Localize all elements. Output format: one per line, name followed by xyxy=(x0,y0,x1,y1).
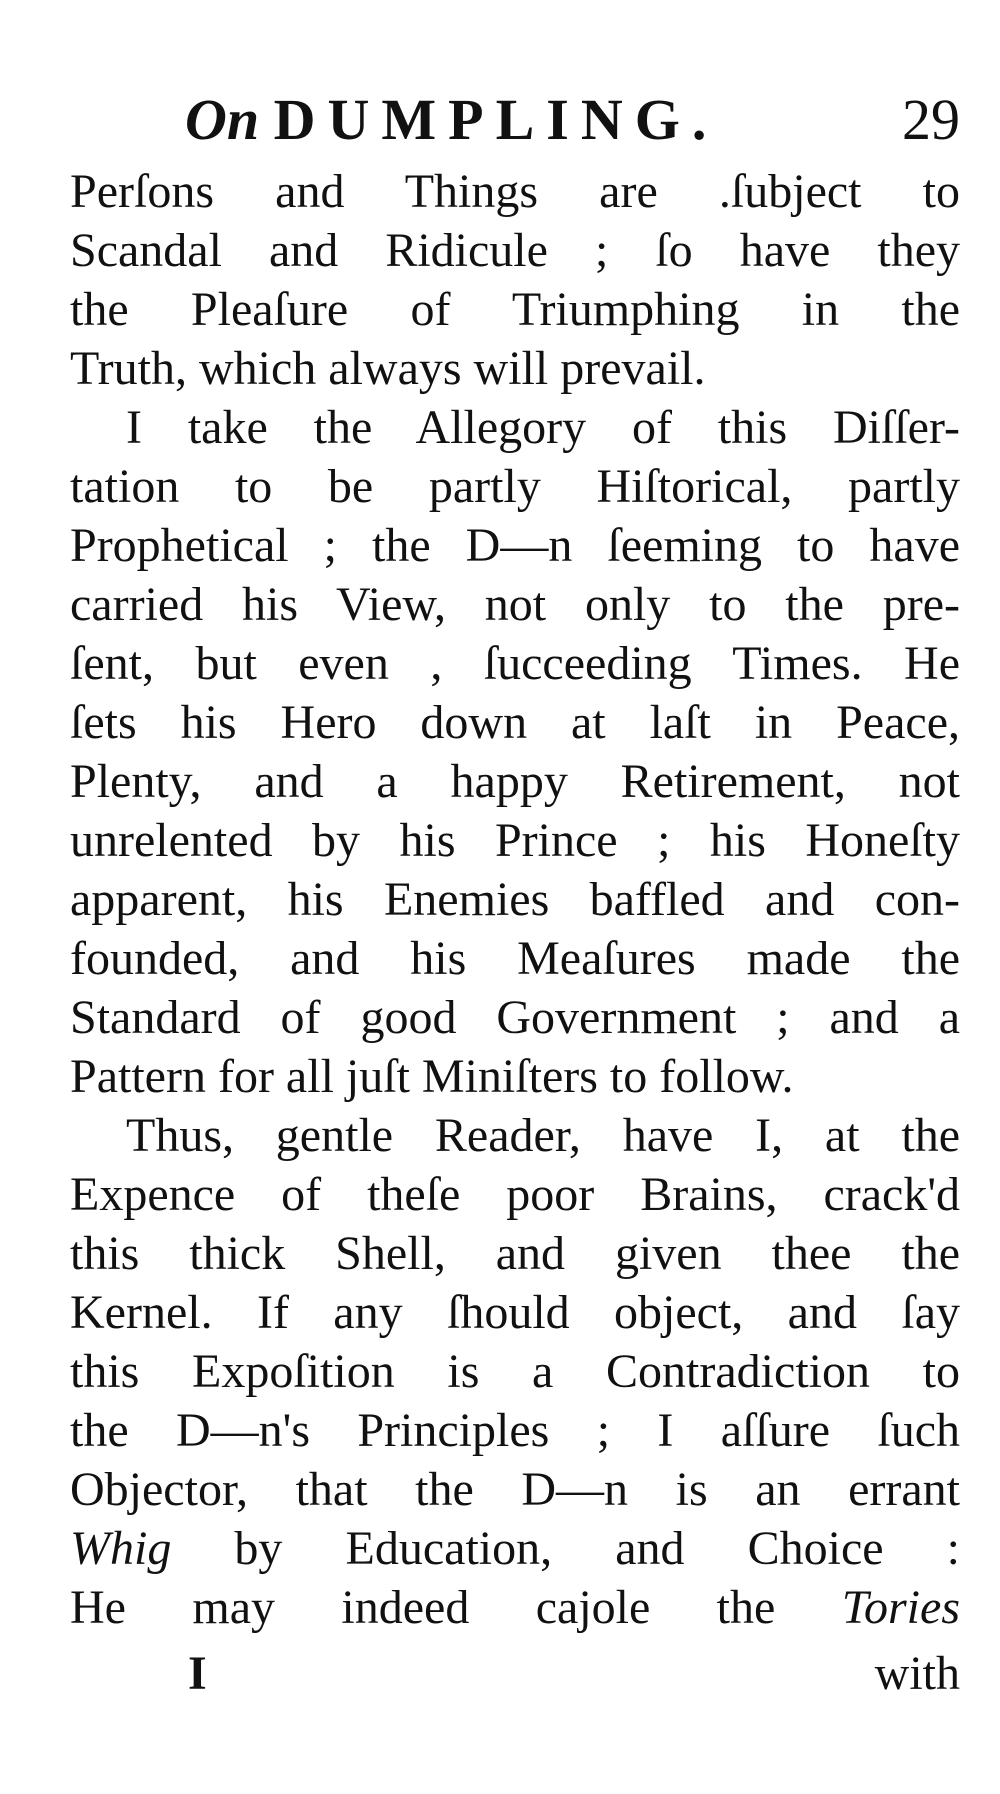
page-number: 29 xyxy=(902,87,960,152)
text-line: Expence of theſe poor Brains, crack'd xyxy=(70,1168,960,1221)
text-line: ſent, but even , ſucceeding Times. He xyxy=(70,637,960,690)
signature-mark: I xyxy=(188,1647,207,1700)
text-line: Kernel. If any ſhould object, and ſay xyxy=(70,1286,960,1339)
text-line: carried his View, not only to the pre- xyxy=(70,578,960,631)
text-line: Objector, that the D—n is an errant xyxy=(70,1463,960,1516)
italic-word: Whig xyxy=(70,1522,172,1575)
text-span: by Education, and Choice : xyxy=(171,1522,960,1575)
page-header xyxy=(70,80,960,160)
body-text xyxy=(70,162,960,1637)
page-footer xyxy=(70,1644,960,1704)
catchword: with xyxy=(874,1647,960,1700)
text-line: this thick Shell, and given thee the xyxy=(70,1227,960,1280)
text-line: Truth, which always will prevail. xyxy=(70,342,706,395)
text-line: ſets his Hero down at laſt in Peace, xyxy=(70,696,960,749)
text-line: Pattern for all juſt Miniſters to follow. xyxy=(70,1050,794,1103)
running-head-title: DUMPLING. xyxy=(273,87,719,152)
running-head xyxy=(185,80,718,160)
text-line xyxy=(70,1578,960,1637)
text-line: Prophetical ; the D—n ſeeming to have xyxy=(70,519,960,572)
text-line: Plenty, and a happy Retirement, not xyxy=(70,755,960,808)
running-head-on: On xyxy=(185,87,260,152)
text-line xyxy=(70,1519,960,1578)
text-line: the D—n's Principles ; I aſſure ſuch xyxy=(70,1404,960,1457)
text-span: He may indeed cajole the xyxy=(70,1581,842,1634)
text-line: Perſons and Things are .ſubject to xyxy=(70,165,960,218)
text-line: the Pleaſure of Triumphing in the xyxy=(70,283,960,336)
text-line: unrelented by his Prince ; his Honeſty xyxy=(70,814,960,867)
text-line: tation to be partly Hiſtorical, partly xyxy=(70,460,960,513)
text-line: I take the Allegory of this Diſſer- xyxy=(126,401,960,454)
text-line: Scandal and Ridicule ; ſo have they xyxy=(70,224,960,277)
text-line: apparent, his Enemies baffled and con- xyxy=(70,873,960,926)
text-line: Standard of good Government ; and a xyxy=(70,991,960,1044)
italic-word: Tories xyxy=(841,1581,960,1634)
text-line: founded, and his Meaſures made the xyxy=(70,932,960,985)
text-line: this Expoſition is a Contradiction to xyxy=(70,1345,960,1398)
text-line: Thus, gentle Reader, have I, at the xyxy=(126,1109,960,1162)
